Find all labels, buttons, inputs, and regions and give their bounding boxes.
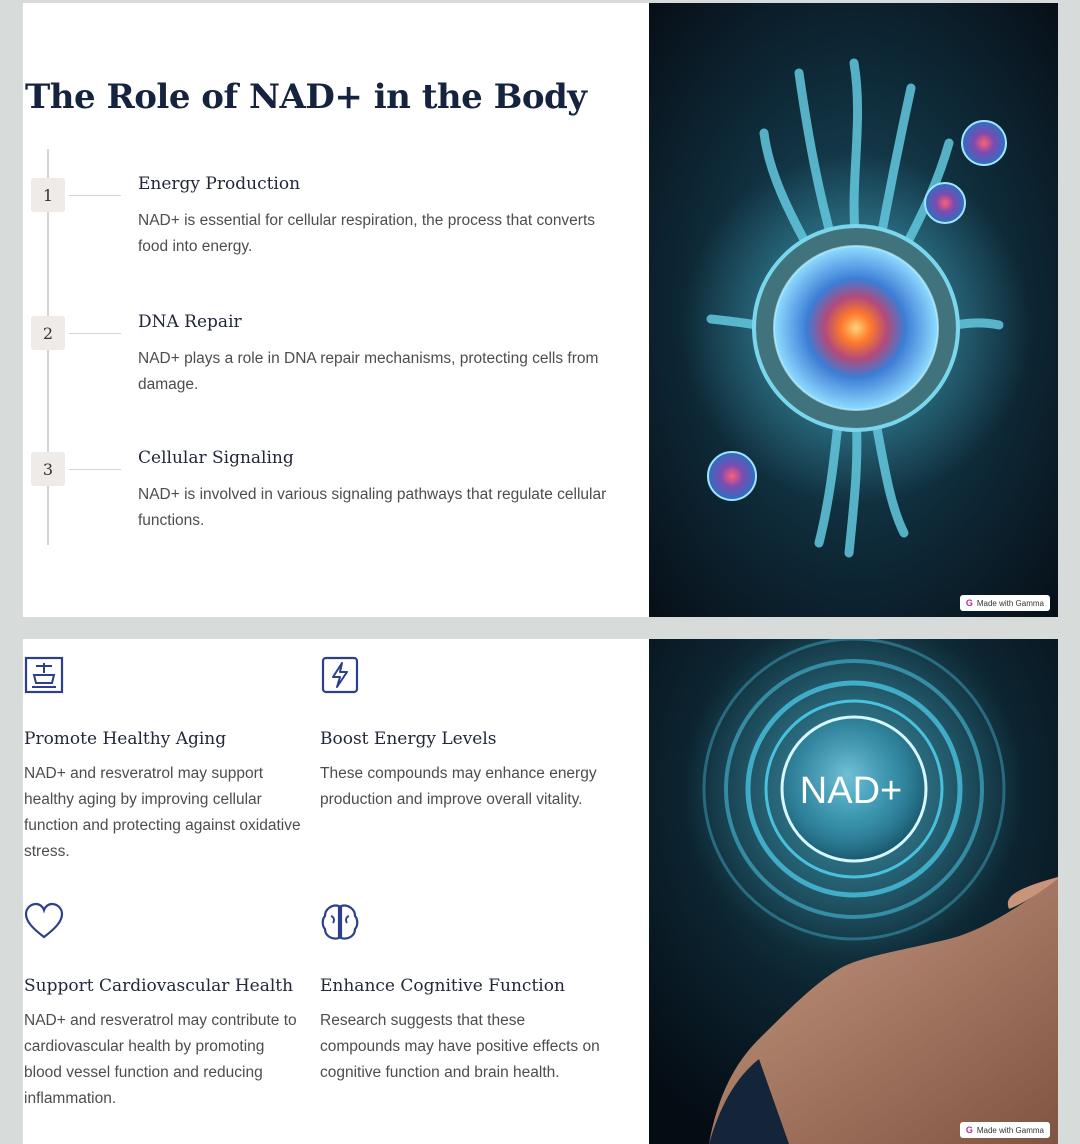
- step-connector: [69, 469, 121, 470]
- step-title: Cellular Signaling: [138, 448, 294, 468]
- badge-label: Made with Gamma: [976, 598, 1044, 608]
- step-description: NAD+ is involved in various signaling pathways that regulate cellular functions.: [138, 486, 607, 529]
- nad-sphere-svg: [649, 639, 1058, 1144]
- feature-description: NAD+ and resveratrol may support healthy aging by improving cellular function and protecting against oxidative stress.: [24, 765, 301, 860]
- badge-label: Made with Gamma: [976, 1125, 1044, 1135]
- feature-title: Support Cardiovascular Health: [24, 976, 294, 996]
- cell-illustration: [649, 3, 1058, 617]
- gamma-logo-icon: G: [965, 1125, 973, 1135]
- step-title: Energy Production: [138, 174, 301, 194]
- made-with-gamma-badge[interactable]: [960, 595, 1050, 611]
- feature-description: Research suggests that these compounds may have positive effects on cognitive function and brain health.: [320, 1012, 600, 1081]
- heart-icon: [24, 902, 64, 942]
- step-number: 2: [31, 316, 65, 350]
- step-number: 1: [31, 178, 65, 212]
- step-description: NAD+ is essential for cellular respiration, the process that converts food into energy.: [138, 212, 596, 255]
- lightning-icon: [320, 655, 360, 695]
- page-title: The Role of NAD+ in the Body: [25, 77, 587, 117]
- step-number: 3: [31, 452, 65, 486]
- step-connector: [69, 195, 121, 196]
- feature-title: Boost Energy Levels: [320, 729, 497, 749]
- feature-title: Enhance Cognitive Function: [320, 976, 565, 996]
- nad-sphere-illustration: [649, 639, 1058, 1144]
- step-cellular-signaling: [23, 448, 643, 568]
- feature-description: These compounds may enhance energy production and improve overall vitality.: [320, 765, 597, 808]
- step-description: NAD+ plays a role in DNA repair mechanisms, protecting cells from damage.: [138, 350, 599, 393]
- step-connector: [69, 333, 121, 334]
- cell-illustration-svg: [649, 3, 1058, 617]
- gamma-logo-icon: G: [965, 598, 973, 608]
- brain-icon: [320, 902, 360, 942]
- made-with-gamma-badge[interactable]: [960, 1122, 1050, 1138]
- slide-nad-benefits: [23, 639, 1058, 1144]
- step-dna-repair: [23, 312, 643, 432]
- aging-icon: [24, 655, 64, 695]
- feature-description: NAD+ and resveratrol may contribute to cardiovascular health by promoting blood vessel function and reducing inflammation.: [24, 1012, 297, 1107]
- step-title: DNA Repair: [138, 312, 242, 332]
- feature-title: Promote Healthy Aging: [24, 729, 227, 749]
- nad-label: NAD+: [799, 770, 903, 812]
- slide-nad-role: [23, 3, 1058, 617]
- step-energy-production: [23, 174, 643, 294]
